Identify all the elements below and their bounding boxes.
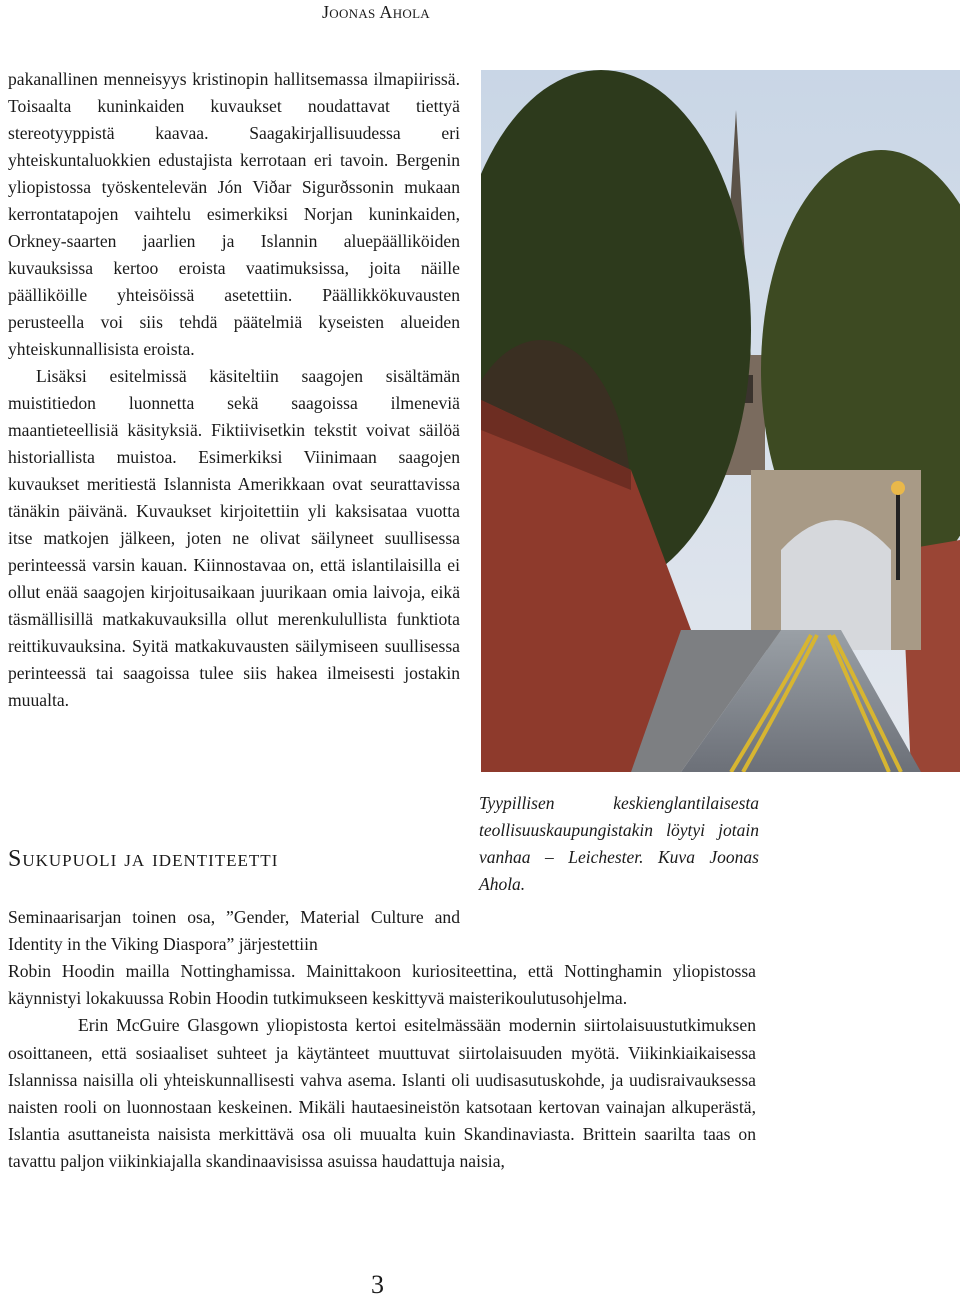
paragraph-2: Lisäksi esitelmissä käsiteltiin saagojen sisältämän muistitiedon luonnetta sekä saagoissa ilmeneviä maantieteellisiä käsityksiä. Fiktiivisetkin tekstit voivat säilöä historiallista muistoa. Esimerkiksi Viinimaan saagojen kuvaukset meritiestä Islannista Amerikkaan ovat seurattavissa tänäkin päivänä. Kuvaukset kirjoitettiin yli kaksisataa vuotta itse matkojen jälkeen, joten ne olivat säilyneet suullisessa perinteessä varsin kauan. Kiinnostavaa on, että islantilaisilla ei ollut enää saagojen kirjoitusaikaan juurikaan omia laivoja, eikä täsmällisillä matkakuvauksilla ollut merenkulullista funktiota reittikuvauksina. Syitä matkakuvausten säilymiseen suullisessa perinteessä tai saagoissa tulee siis hakea ilmeisesti jostakin muualta. — [8, 366, 460, 710]
photo-caption: Tyypillisen keskienglantilaisesta teollisuuskaupungistakin löytyi jotain vanhaa – Leichester. Kuva Joonas Ahola. — [479, 793, 759, 894]
page-number: 3 — [371, 1270, 384, 1299]
full-width-text — [8, 958, 756, 1176]
street-photo — [481, 70, 960, 772]
section-intro-text: Seminaarisarjan toinen osa, ”Gender, Material Culture and Identity in the Viking Diaspora” järjestettiin — [8, 907, 460, 954]
running-header: Joonas Ahola — [322, 2, 430, 22]
paragraph-4: Erin McGuire Glasgown yliopistosta kertoi esitelmässään modernin siirtolaisuustutkimuksen osoittaneen, että sosiaaliset suhteet ja käytänteet muuttuvat siirtolaisuuden myötä. Viikinkiaikaisessa Islannissa naisilla oli yhteiskunnallisesti vahva asema. Islanti oli uudisasutuskohde, ja uudisraivauksessa naisten rooli on luonnostaan keskeinen. Mikäli hautaesineistön katsotaan kertovan vainajan alkuperästä, Islantia asuttaneista naisista merkittävä osa oli muualta kuin Skandinaviasta. Brittein saarilta taas on tavattu paljon viikinkiajalla skandinaavisissa asuissa haudattuja naisia, — [8, 1015, 756, 1172]
paragraph-3-cont: Robin Hoodin mailla Nottinghamissa. Mainittakoon kuriositeettina, että Nottinghamin yliopistossa käynnistyi lokakuussa Robin Hoodin tutkimukseen keskittyvä maisterikoulutusohjelma. — [8, 961, 756, 1009]
left-column — [8, 66, 460, 714]
section-intro — [8, 904, 460, 958]
paragraph-1: pakanallinen menneisyys kristinopin hallitsemassa ilmapiirissä. Toisaalta kuninkaiden kuvaukset noudattavat tiettyä stereotyyppistä kaavaa. Saagakirjallisuudessa eri yhteiskuntaluokkien edustajista kerrotaan eri tavoin. Bergenin yliopistossa työskentelevän Jón Viðar Sigurðssonin mukaan kerrontatapojen vaihtelu esimerkiksi Norjan kuninkaiden, Orkney-saarten jaarlien ja Islannin aluepäälliköiden kuvauksissa kertoo eroista vaatimuksissa, joita näille päälliköille yhteisöissä asetettiin. Päällikkökuvausten perusteella voi siis tehdä päätelmiä kyseisten alueiden yhteiskunnallisista eroista. — [8, 69, 460, 359]
section-heading: Sukupuoli ja identiteetti — [8, 846, 279, 872]
church-spire-gateway-street-icon — [481, 70, 960, 772]
